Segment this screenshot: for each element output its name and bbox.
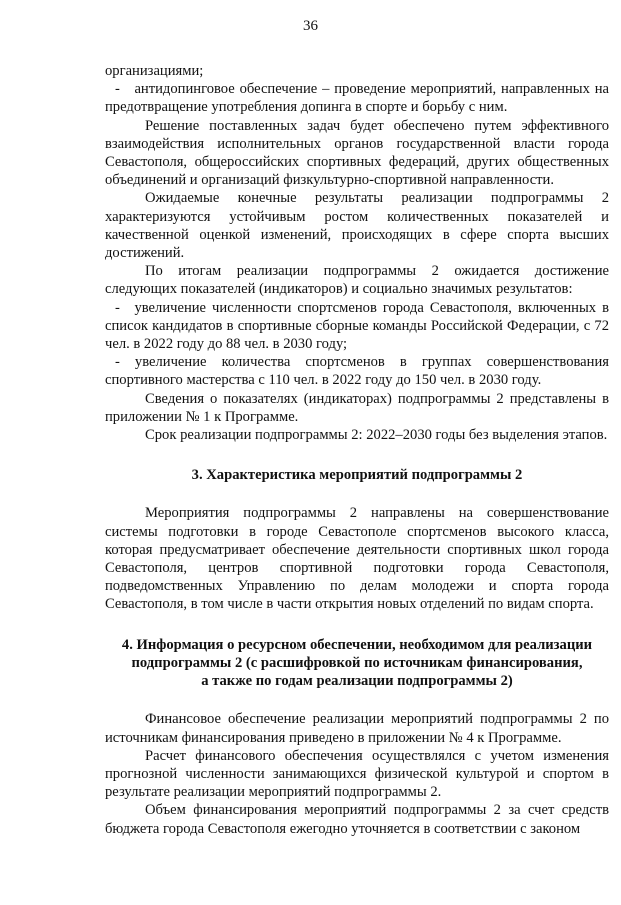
section-4-paragraph-volume: Объем финансирования мероприятий подпрограммы 2 за счет средств бюджета города Севастополя ежегодно уточняется в соответствии с законом xyxy=(105,802,609,837)
paragraph-continuation: организациями; xyxy=(105,63,204,79)
section-4-paragraph-financing: Финансовое обеспечение реализации мероприятий подпрограммы 2 по источникам финансирования приведено в приложении № 4 к Программе. xyxy=(105,711,609,746)
section-4-heading-line-2: подпрограммы 2 (с расшифровкой по источникам финансирования, xyxy=(131,654,583,671)
document-body xyxy=(105,62,609,838)
list-item-candidates: - увеличение численности спортсменов города Севастополя, включенных в список кандидатов в спортивные сборные команды Российской Федерации, с 72 чел. в 2022 году до 88 чел. в 2030 году; xyxy=(105,299,609,353)
section-4-heading-line-3: а также по годам реализации подпрограммы 2) xyxy=(201,673,513,690)
section-4-heading xyxy=(105,636,609,691)
section-4-heading-line-1: 4. Информация о ресурсном обеспечении, необходимом для реализации xyxy=(121,636,593,653)
list-item-antidoping: - антидопинговое обеспечение – проведение мероприятий, направленных на предотвращение употребления допинга в спорте и борьбу с ним. xyxy=(105,81,609,116)
section-4-paragraph-calculation: Расчет финансового обеспечения осуществлялся с учетом изменения прогнозной численности занимающихся физической культурой и спортом в результате реализации мероприятий подпрограммы 2. xyxy=(105,747,609,801)
paragraph-tasks-solution: Решение поставленных задач будет обеспечено путем эффективного взаимодействия исполнительных органов государственной власти города Севастополя, общероссийских спортивных федераций, других общественных объединений и организаций физкультурно-спортивной направленности. xyxy=(105,117,609,189)
paragraph-expected-results: Ожидаемые конечные результаты реализации подпрограммы 2 характеризуются устойчивым ростом количественных показателей и качественной оценкой изменений, происходящих в сфере спорта высших достижений. xyxy=(105,190,609,262)
paragraph-indicators-intro: По итогам реализации подпрограммы 2 ожидается достижение следующих показателей (индикаторов) и социально значимых результатов: xyxy=(105,263,609,298)
paragraph-indicators-appendix: Сведения о показателях (индикаторах) подпрограммы 2 представлены в приложении № 1 к Программе. xyxy=(105,390,609,425)
section-3-heading: 3. Характеристика мероприятий подпрограммы 2 xyxy=(191,467,523,484)
section-3-paragraph: Мероприятия подпрограммы 2 направлены на совершенствование системы подготовки в городе Севастополе спортсменов высокого класса, которая предусматривает обеспечение деятельности спортивных школ города Севастополя, центров спортивной подготовки города Севастополя, подведомственных Управлению по делам молодежи и спорта города Севастополя, в том числе в части открытия новых отделений по видам спорта. xyxy=(105,505,609,613)
paragraph-term: Срок реализации подпрограммы 2: 2022–2030 годы без выделения этапов. xyxy=(145,427,608,444)
page-number: 36 xyxy=(303,18,318,34)
list-item-improvement-groups: - увеличение количества спортсменов в группах совершенствования спортивного мастерства с 110 чел. в 2022 году до 150 чел. в 2030 году. xyxy=(105,354,609,389)
